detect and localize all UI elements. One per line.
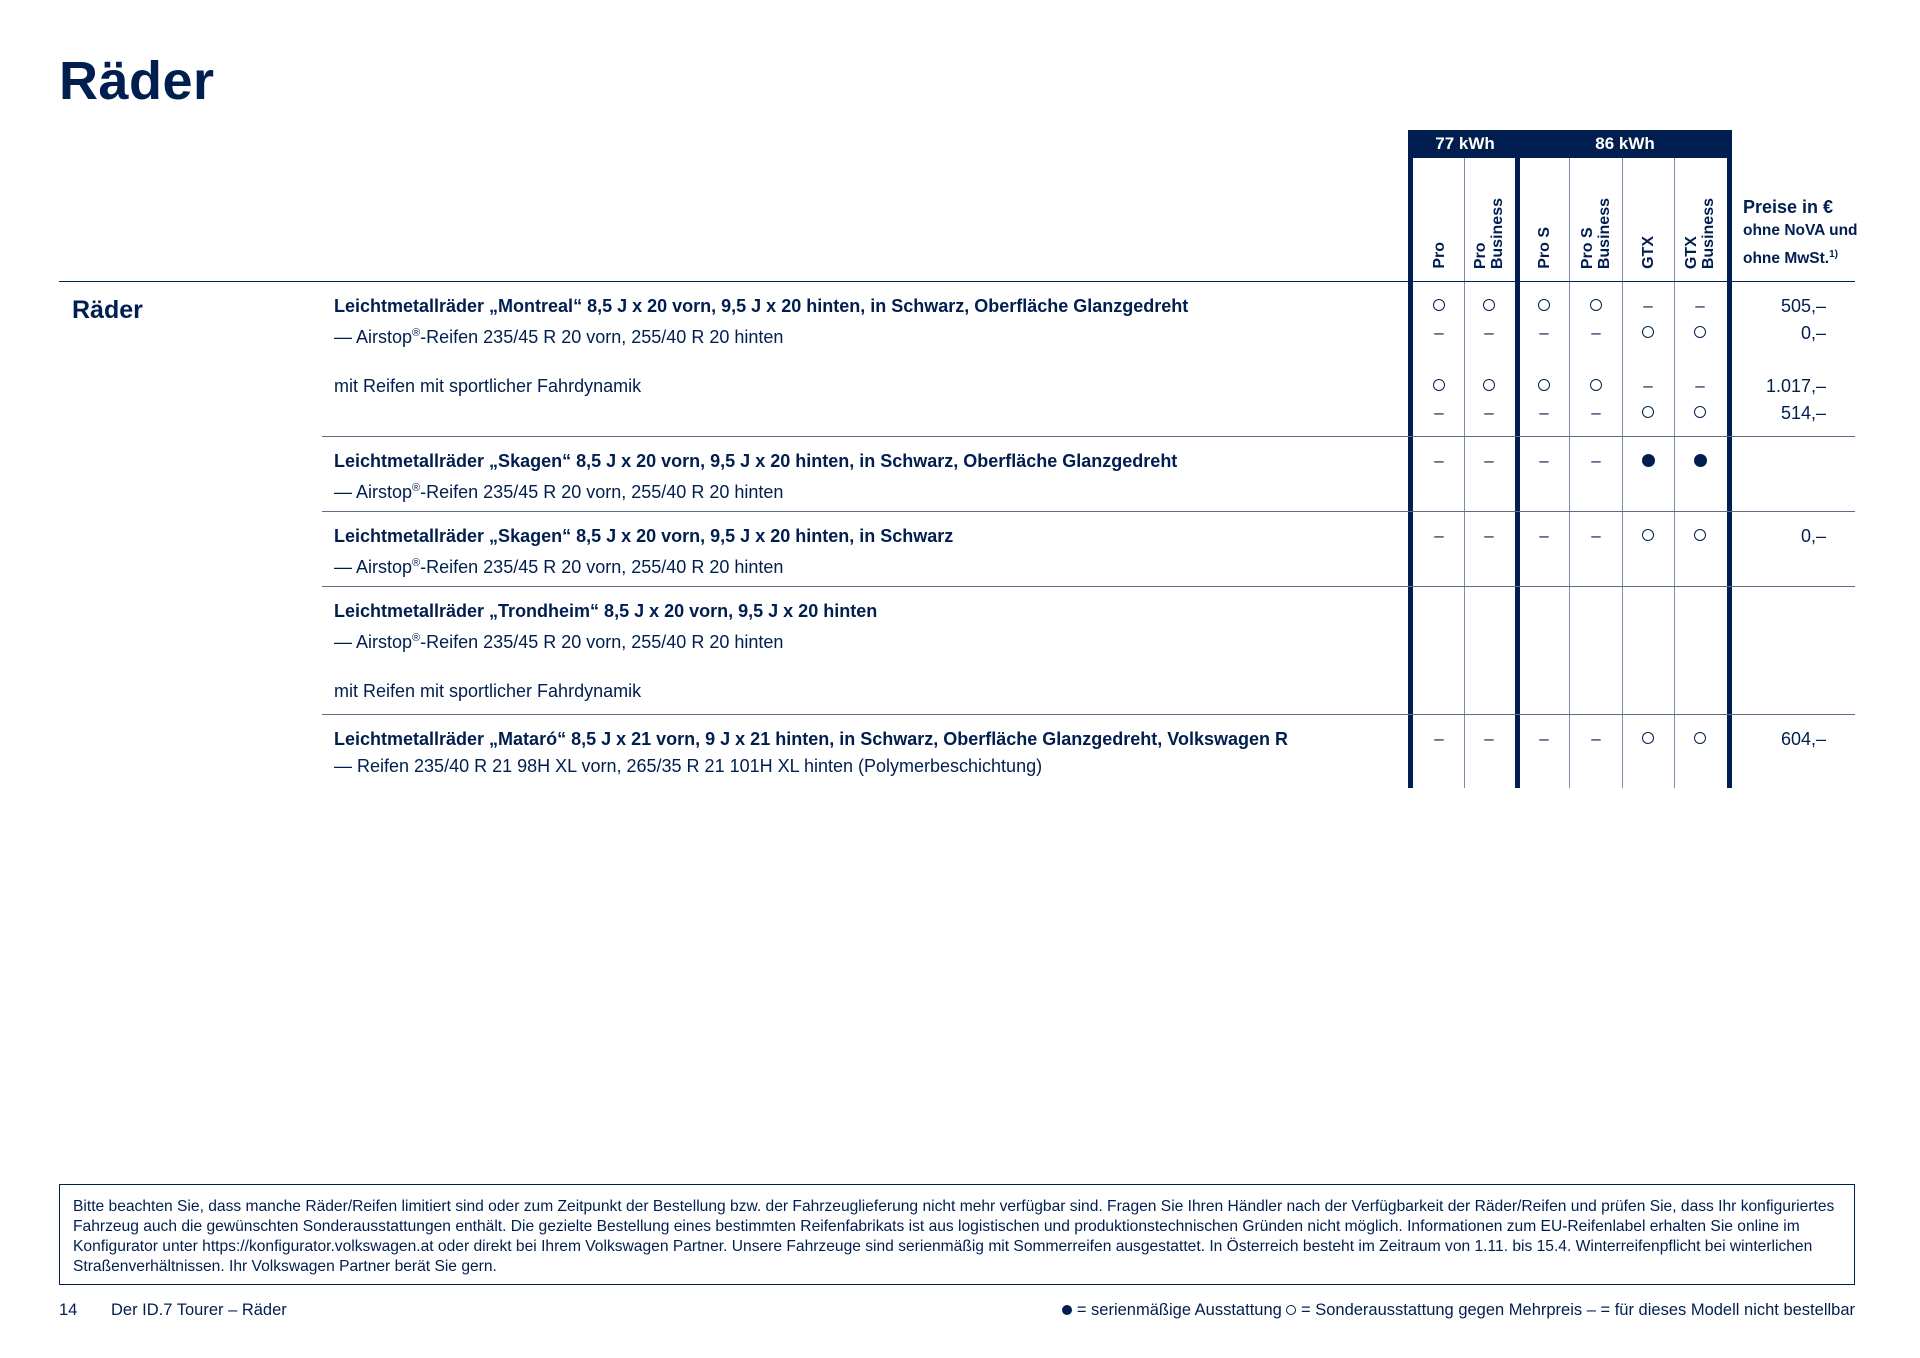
- row-title: Leichtmetallräder „Skagen“ 8,5 J x 20 vorn, 9,5 J x 20 hinten, in Schwarz: [334, 526, 954, 546]
- column-header-gtx-business: [1674, 158, 1726, 281]
- row-separator: [322, 586, 1855, 587]
- not-available-pro: –: [1434, 403, 1444, 422]
- footer-title: Der ID.7 Tourer – Räder: [111, 1301, 287, 1319]
- row-detail-prefix: — Airstop: [334, 482, 413, 502]
- price-header-sub: [1743, 219, 1858, 271]
- row-detail-suffix: -Reifen 235/45 R 20 vorn, 255/40 R 20 hinten: [420, 482, 784, 502]
- row-detail: — Reifen 235/40 R 21 98H XL vorn, 265/35 R 21 101H XL hinten (Polymerbeschichtung): [334, 756, 1043, 776]
- optional-circle-icon: [1433, 299, 1445, 311]
- availability-gtx: [1622, 523, 1674, 549]
- not-available-gtx-business: –: [1695, 376, 1705, 395]
- optional-circle-icon: [1483, 379, 1495, 391]
- row-detail: mit Reifen mit sportlicher Fahrdynamik: [334, 376, 642, 396]
- not-available-pro-s-business: –: [1591, 451, 1601, 470]
- availability-pro-s-business: [1570, 373, 1622, 399]
- availability-gtx: [1622, 400, 1674, 426]
- availability-pro-s-business: [1570, 293, 1622, 319]
- row-separator: [322, 714, 1855, 715]
- row-title: Leichtmetallräder „Skagen“ 8,5 J x 20 vorn, 9,5 J x 20 hinten, in Schwarz, Oberfläche Glanzgedreht: [334, 451, 1178, 471]
- column-header-pro-business: [1463, 158, 1515, 281]
- price-value: 0,–: [1800, 323, 1826, 343]
- row-detail-prefix: — Airstop: [334, 557, 413, 577]
- registered-mark: ®: [412, 482, 421, 494]
- optional-circle-icon: [1642, 406, 1654, 418]
- column-header-pro: [1413, 158, 1465, 281]
- row-detail: [334, 625, 783, 655]
- registered-mark: ®: [412, 557, 421, 569]
- not-available-pro-business: –: [1484, 729, 1494, 748]
- registered-mark: ®: [412, 632, 421, 644]
- optional-circle-icon: [1538, 299, 1550, 311]
- availability-pro: [1413, 293, 1465, 319]
- row-separator: [322, 511, 1855, 512]
- not-available-pro-business: –: [1484, 451, 1494, 470]
- standard-dot-icon: [1694, 454, 1707, 467]
- row-detail-suffix: -Reifen 235/45 R 20 vorn, 255/40 R 20 hinten: [420, 557, 784, 577]
- price-header-line2: ohne MwSt.: [1743, 250, 1830, 268]
- availability-pro: [1413, 373, 1465, 399]
- optional-circle-icon: [1590, 379, 1602, 391]
- availability-gtx: [1622, 448, 1674, 474]
- group-header-86kwh: 86 kWh: [1520, 130, 1730, 158]
- not-available-pro-business: –: [1484, 403, 1494, 422]
- page-number: 14: [59, 1301, 78, 1319]
- row-separator: [322, 436, 1855, 437]
- legend-standard: = serienmäßige Ausstattung: [1072, 1301, 1282, 1319]
- group-header-77kwh: 77 kWh: [1410, 130, 1520, 158]
- row-title: Leichtmetallräder „Trondheim“ 8,5 J x 20 vorn, 9,5 J x 20 hinten: [334, 601, 878, 621]
- header-rule: [59, 281, 1855, 282]
- row-title: Leichtmetallräder „Montreal“ 8,5 J x 20 vorn, 9,5 J x 20 hinten, in Schwarz, Oberfläche Glanzgedreht: [334, 296, 1189, 316]
- not-available-gtx: –: [1643, 376, 1653, 395]
- not-available-pro-s-business: –: [1591, 323, 1601, 342]
- price-header-line1: ohne NoVA und: [1743, 222, 1858, 239]
- row-detail: [334, 320, 783, 350]
- not-available-pro-s: –: [1539, 526, 1549, 545]
- not-available-pro: –: [1434, 323, 1444, 342]
- price-value: 505,–: [1780, 296, 1826, 316]
- not-available-pro-business: –: [1484, 323, 1494, 342]
- column-header-gtx: [1622, 158, 1674, 281]
- standard-dot-icon: [1062, 1305, 1072, 1315]
- availability-pro-s: [1518, 373, 1570, 399]
- price-value: 0,–: [1800, 526, 1826, 546]
- not-available-pro-s-business: –: [1591, 526, 1601, 545]
- optional-circle-icon: [1286, 1305, 1296, 1315]
- availability-gtx-business: [1674, 448, 1726, 474]
- optional-circle-icon: [1538, 379, 1550, 391]
- legend-not-available: – = für dieses Modell nicht bestellbar: [1582, 1301, 1855, 1319]
- optional-circle-icon: [1590, 299, 1602, 311]
- legend-optional: = Sonderausstattung gegen Mehrpreis: [1296, 1301, 1583, 1319]
- not-available-pro-s-business: –: [1591, 729, 1601, 748]
- row-detail-prefix: — Airstop: [334, 327, 413, 347]
- standard-dot-icon: [1642, 454, 1655, 467]
- price-footnote: 1): [1829, 249, 1839, 260]
- row-detail-suffix: -Reifen 235/45 R 20 vorn, 255/40 R 20 hinten: [420, 327, 784, 347]
- availability-gtx: [1622, 726, 1674, 752]
- price-header: [1743, 195, 1858, 271]
- optional-circle-icon: [1642, 326, 1654, 338]
- availability-pro-business: [1463, 373, 1515, 399]
- not-available-pro-s: –: [1539, 323, 1549, 342]
- row-detail: [334, 475, 783, 505]
- note-box: Bitte beachten Sie, dass manche Räder/Reifen limitiert sind oder zum Zeitpunkt der Bestellung bzw. der Fahrzeuglieferung nicht mehr verfügbar sind. Fragen Sie Ihren Händler nach der Verfügbarkeit der Räder/Reifen und prüfen Sie, dass Ihr konfiguriertes Fahrzeug auch die gewünschten Sonderausstattungen enthält. Die gezielte Bestellung eines bestimmten Reifenfabrikats ist aus logistischen und produktionstechnischen Gründen nicht möglich. Informationen zum EU-Reifenlabel erhalten Sie online im Konfigurator unter https://konfigurator.volkswagen.at oder direkt bei Ihrem Volkswagen Partner. Unsere Fahrzeuge sind serienmäßig mit Sommerreifen ausgestattet. In Österreich besteht im Zeitraum von 1.11. bis 15.4. Winterreifenpflicht bei winterlichen Straßenverhältnissen. Ihr Volkswagen Partner berät Sie gern.: [59, 1184, 1855, 1285]
- section-label: Räder: [72, 296, 143, 324]
- column-header-label: Pro Business: [1472, 197, 1506, 269]
- page-title: Räder: [59, 51, 215, 111]
- price-header-title: Preise in €: [1743, 197, 1834, 217]
- registered-mark: ®: [412, 327, 421, 339]
- row-detail: [334, 550, 783, 580]
- not-available-pro-s: –: [1539, 403, 1549, 422]
- not-available-gtx-business: –: [1695, 296, 1705, 315]
- row-title: Leichtmetallräder „Mataró“ 8,5 J x 21 vorn, 9 J x 21 hinten, in Schwarz, Oberfläche Glanzgedreht, Volkswagen R: [334, 729, 1288, 749]
- not-available-pro: –: [1434, 729, 1444, 748]
- column-header-pro-s: [1518, 158, 1570, 281]
- column-header-label: Pro S Business: [1579, 197, 1613, 269]
- table-border-right: [1727, 130, 1732, 788]
- optional-circle-icon: [1642, 732, 1654, 744]
- availability-pro-business: [1463, 293, 1515, 319]
- not-available-pro-s: –: [1539, 451, 1549, 470]
- column-header-label: GTX: [1639, 236, 1657, 269]
- legend: [1062, 1299, 1855, 1321]
- price-value: 1.017,–: [1765, 376, 1826, 396]
- price-value: 604,–: [1780, 729, 1826, 749]
- price-value: 514,–: [1780, 403, 1826, 423]
- optional-circle-icon: [1433, 379, 1445, 391]
- not-available-gtx: –: [1643, 296, 1653, 315]
- not-available-pro: –: [1434, 526, 1444, 545]
- row-detail: mit Reifen mit sportlicher Fahrdynamik: [334, 681, 642, 701]
- optional-circle-icon: [1642, 529, 1654, 541]
- not-available-pro-s: –: [1539, 729, 1549, 748]
- not-available-pro-business: –: [1484, 526, 1494, 545]
- column-header-label: Pro: [1430, 242, 1448, 269]
- column-header-pro-s-business: [1570, 158, 1622, 281]
- availability-gtx: [1622, 320, 1674, 346]
- column-header-label: GTX Business: [1683, 197, 1717, 269]
- availability-pro-s: [1518, 293, 1570, 319]
- optional-circle-icon: [1483, 299, 1495, 311]
- column-header-label: Pro S: [1535, 227, 1553, 269]
- row-detail-prefix: — Airstop: [334, 632, 413, 652]
- not-available-pro-s-business: –: [1591, 403, 1601, 422]
- row-detail-suffix: -Reifen 235/45 R 20 vorn, 255/40 R 20 hinten: [420, 632, 784, 652]
- not-available-pro: –: [1434, 451, 1444, 470]
